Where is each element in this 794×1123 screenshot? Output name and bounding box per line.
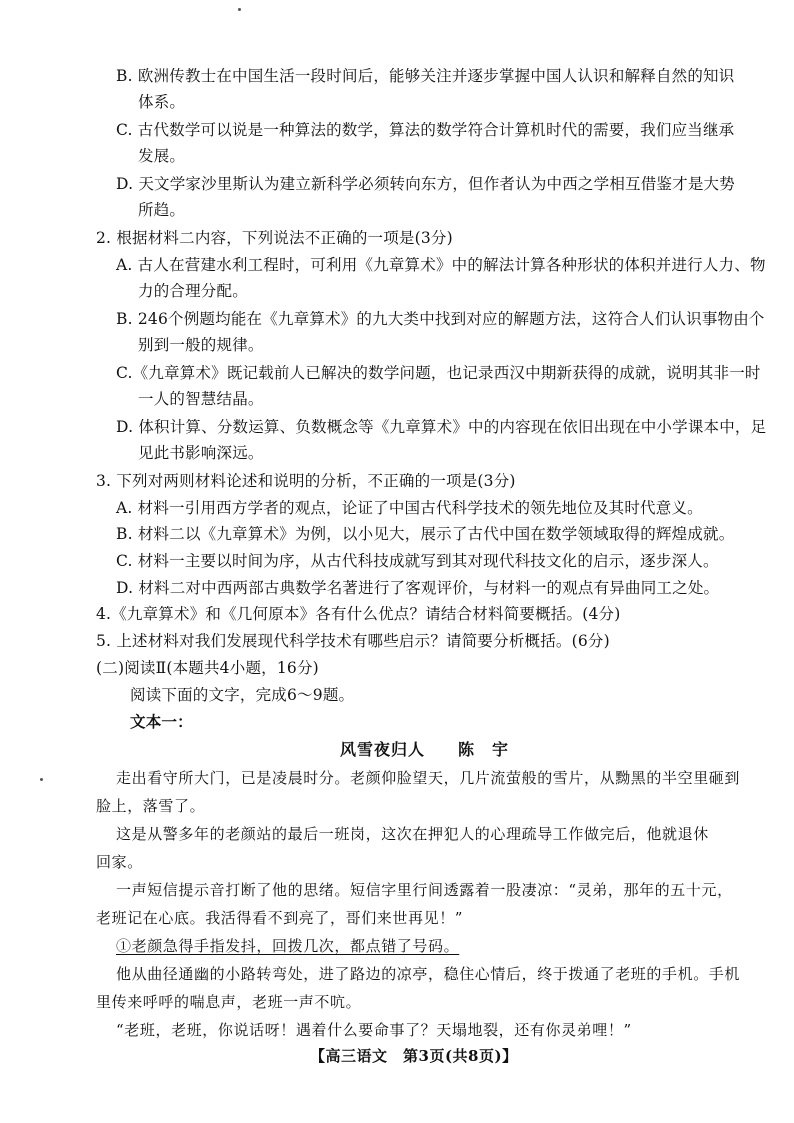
q2-option-d-line1: D. 体积计算、分数运算、负数概念等《九章算术》中的内容现在依旧出现在中小学课本中，足 [116, 418, 767, 436]
page-footer: 【高三语文 第3页(共8页)】 [310, 1047, 518, 1065]
q3-option-d: D. 材料二对中西两部古典数学名著进行了客观评价，与材料一的观点有异曲同工之处。 [116, 579, 720, 597]
story-p5-line2: 里传来呼呼的喘息声，老班一声不吭。 [96, 993, 362, 1011]
section2-instruction: 阅读下面的文字，完成6～9题。 [130, 686, 355, 704]
story-p3-line1: 一声短信提示音打断了他的思绪。短信字里行间透露着一股凄凉：“灵弟，那年的五十元， [116, 881, 733, 899]
story-p2-line2: 回家。 [96, 853, 143, 871]
q3-stem: 3. 下列对两则材料论述和说明的分析，不正确的一项是(3分) [96, 472, 516, 490]
story-p2-line1: 这是从警多年的老颜站的最后一班岗，这次在押犯人的心理疏导工作做完后，他就退休 [116, 825, 709, 843]
q2-stem: 2. 根据材料二内容，下列说法不正确的一项是(3分) [96, 229, 453, 247]
story-p1-line2: 脸上，落雪了。 [96, 797, 206, 815]
story-p4-underlined: ①老颜急得手指发抖，回拨几次，都点错了号码。 [116, 937, 460, 955]
text-one-label: 文本一： [130, 712, 193, 731]
q2-option-c-line1: C.《九章算术》既记载前人已解决的数学问题，也记录西汉中期新获得的成就，说明其非一时 [116, 364, 761, 382]
q1-option-d-line1: D. 天文学家沙里斯认为建立新科学必须转向东方，但作者认为中西之学相互借鉴才是大势 [116, 175, 735, 193]
story-p5-line1: 他从曲径通幽的小路转弯处，进了路边的凉亭，稳住心情后，终于拨通了老班的手机。手机 [116, 965, 741, 983]
q2-option-b-line2: 别到一般的规律。 [138, 336, 264, 354]
story-p3-line2: 老班记在心底。我活得看不到亮了，哥们来世再见！” [96, 909, 464, 927]
scan-speck [238, 8, 241, 11]
q5-stem: 5. 上述材料对我们发展现代科学技术有哪些启示？请简要分析概括。(6分) [96, 632, 610, 650]
q2-option-d-line2: 见此书影响深远。 [138, 444, 264, 462]
q1-option-c-line1: C. 古代数学可以说是一种算法的数学，算法的数学符合计算机时代的需要，我们应当继承 [116, 121, 735, 139]
scan-speck [40, 778, 43, 781]
q3-option-a: A. 材料一引用西方学者的观点，论证了中国古代科学技术的领先地位及其时代意义。 [116, 499, 703, 517]
q4-stem: 4.《九章算术》和《几何原本》各有什么优点？请结合材料简要概括。(4分) [96, 605, 621, 623]
q1-option-c-line2: 发展。 [138, 147, 186, 165]
q3-option-c: C. 材料一主要以时间为序，从古代科技成就写到其对现代科技文化的启示，逐步深人。 [116, 552, 719, 570]
q3-option-b: B. 材料二以《九章算术》为例，以小见大，展示了古代中国在数学领域取得的辉煌成就。 [116, 525, 735, 543]
q1-option-b-line1: B. 欧洲传教士在中国生活一段时间后，能够关注并逐步掌握中国人认识和解释自然的知识 [116, 67, 735, 85]
q1-option-b-line2: 体系。 [138, 93, 186, 111]
section2-heading: (二)阅读Ⅱ(本题共4小题，16分) [96, 659, 319, 677]
q2-option-a-line2: 力的合理分配。 [138, 282, 248, 300]
story-author: 陈 宇 [458, 740, 510, 759]
story-p1-line1: 走出看守所大门，已是凌晨时分。老颜仰脸望天，几片流萤般的雪片，从黝黑的半空里砸到 [116, 769, 741, 787]
q2-option-c-line2: 一人的智慧结晶。 [138, 390, 264, 408]
story-title: 风雪夜归人 [340, 740, 426, 759]
q1-option-d-line2: 所趋。 [138, 201, 186, 219]
story-p6: “老班，老班，你说话呀！遇着什么要命事了？天塌地裂，还有你灵弟哩！” [116, 1021, 632, 1039]
q2-option-b-line1: B. 246个例题均能在《九章算术》的九大类中找到对应的解题方法，这符合人们认识事物由个 [116, 310, 765, 328]
q2-option-a-line1: A. 古人在营建水利工程时，可利用《九章算术》中的解法计算各种形状的体积并进行人力、物 [116, 256, 766, 274]
